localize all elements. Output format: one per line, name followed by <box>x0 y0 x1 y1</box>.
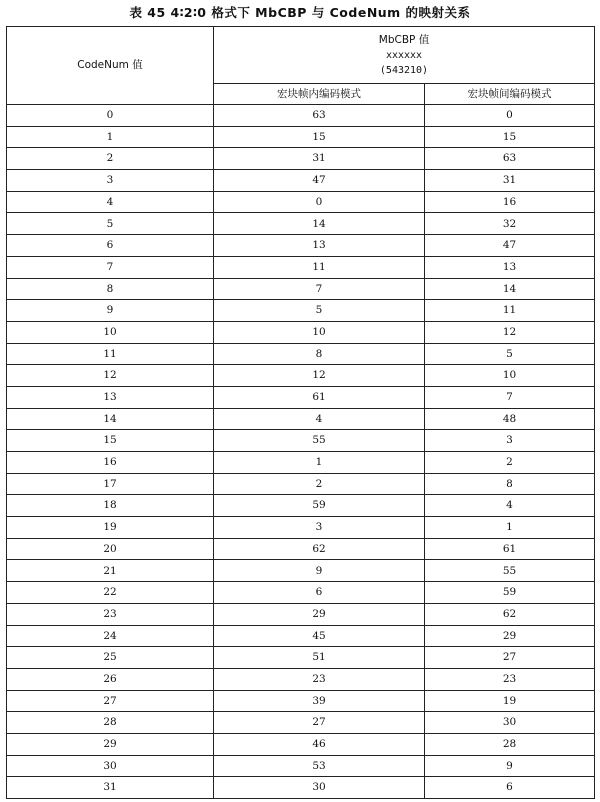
cell-inter: 14 <box>425 278 595 300</box>
table-row <box>7 170 595 192</box>
cell-codenum: 30 <box>7 755 214 777</box>
cell-inter: 31 <box>425 170 595 192</box>
cell-intra: 5 <box>214 300 425 322</box>
cell-codenum: 29 <box>7 733 214 755</box>
table-row <box>7 256 595 278</box>
cell-inter: 28 <box>425 733 595 755</box>
cell-codenum: 19 <box>7 517 214 539</box>
cell-codenum: 1 <box>7 126 214 148</box>
cell-inter: 23 <box>425 668 595 690</box>
cell-intra: 1 <box>214 452 425 474</box>
cell-intra: 14 <box>214 213 425 235</box>
cell-codenum: 9 <box>7 300 214 322</box>
cell-inter: 3 <box>425 430 595 452</box>
cell-intra: 39 <box>214 690 425 712</box>
cell-codenum: 8 <box>7 278 214 300</box>
cell-codenum: 18 <box>7 495 214 517</box>
table-row <box>7 191 595 213</box>
cell-inter: 4 <box>425 495 595 517</box>
cell-codenum: 23 <box>7 603 214 625</box>
table-row <box>7 300 595 322</box>
cell-intra: 2 <box>214 473 425 495</box>
cell-intra: 8 <box>214 343 425 365</box>
cell-codenum: 21 <box>7 560 214 582</box>
cell-intra: 63 <box>214 105 425 127</box>
mapping-table <box>6 26 595 799</box>
cell-intra: 53 <box>214 755 425 777</box>
cell-codenum: 2 <box>7 148 214 170</box>
table-row <box>7 560 595 582</box>
table-row <box>7 386 595 408</box>
cell-intra: 6 <box>214 582 425 604</box>
cell-inter: 12 <box>425 321 595 343</box>
table-row <box>7 538 595 560</box>
table-row <box>7 517 595 539</box>
cell-codenum: 14 <box>7 408 214 430</box>
table-row <box>7 452 595 474</box>
cell-intra: 27 <box>214 712 425 734</box>
cell-inter: 15 <box>425 126 595 148</box>
table-row <box>7 603 595 625</box>
cell-codenum: 16 <box>7 452 214 474</box>
table-row <box>7 148 595 170</box>
cell-inter: 10 <box>425 365 595 387</box>
cell-codenum: 24 <box>7 625 214 647</box>
cell-inter: 63 <box>425 148 595 170</box>
cell-inter: 0 <box>425 105 595 127</box>
cell-intra: 61 <box>214 386 425 408</box>
table-row <box>7 625 595 647</box>
header-inter: 宏块帧间编码模式 <box>425 84 595 105</box>
table-row <box>7 278 595 300</box>
table-row <box>7 126 595 148</box>
table-row <box>7 213 595 235</box>
cell-inter: 48 <box>425 408 595 430</box>
cell-inter: 30 <box>425 712 595 734</box>
cell-intra: 23 <box>214 668 425 690</box>
cell-inter: 5 <box>425 343 595 365</box>
cell-inter: 61 <box>425 538 595 560</box>
table-row <box>7 668 595 690</box>
table-row <box>7 733 595 755</box>
header-codenum: CodeNum 值 <box>7 27 214 105</box>
table-row <box>7 473 595 495</box>
table-row <box>7 343 595 365</box>
table-row <box>7 365 595 387</box>
cell-codenum: 25 <box>7 647 214 669</box>
cell-inter: 32 <box>425 213 595 235</box>
cell-intra: 59 <box>214 495 425 517</box>
cell-inter: 7 <box>425 386 595 408</box>
cell-intra: 12 <box>214 365 425 387</box>
header-mbcbp <box>214 27 595 84</box>
table-row <box>7 777 595 799</box>
cell-intra: 9 <box>214 560 425 582</box>
cell-intra: 0 <box>214 191 425 213</box>
cell-codenum: 7 <box>7 256 214 278</box>
cell-intra: 62 <box>214 538 425 560</box>
cell-intra: 7 <box>214 278 425 300</box>
table-row <box>7 712 595 734</box>
cell-intra: 45 <box>214 625 425 647</box>
cell-codenum: 26 <box>7 668 214 690</box>
cell-codenum: 20 <box>7 538 214 560</box>
cell-codenum: 11 <box>7 343 214 365</box>
cell-codenum: 3 <box>7 170 214 192</box>
cell-intra: 46 <box>214 733 425 755</box>
table-row <box>7 105 595 127</box>
cell-inter: 55 <box>425 560 595 582</box>
cell-intra: 47 <box>214 170 425 192</box>
cell-codenum: 10 <box>7 321 214 343</box>
cell-intra: 30 <box>214 777 425 799</box>
cell-inter: 62 <box>425 603 595 625</box>
cell-inter: 27 <box>425 647 595 669</box>
table-row <box>7 690 595 712</box>
table-row <box>7 235 595 257</box>
header-intra: 宏块帧内编码模式 <box>214 84 425 105</box>
cell-codenum: 22 <box>7 582 214 604</box>
cell-intra: 11 <box>214 256 425 278</box>
cell-codenum: 28 <box>7 712 214 734</box>
table-row <box>7 647 595 669</box>
cell-inter: 59 <box>425 582 595 604</box>
cell-intra: 13 <box>214 235 425 257</box>
table-title: 表 45 4∶2∶0 格式下 MbCBP 与 CodeNum 的映射关系 <box>129 5 471 20</box>
cell-inter: 16 <box>425 191 595 213</box>
cell-codenum: 31 <box>7 777 214 799</box>
cell-inter: 19 <box>425 690 595 712</box>
cell-intra: 10 <box>214 321 425 343</box>
table-row <box>7 408 595 430</box>
table-row <box>7 582 595 604</box>
header-mbcbp-bits: (543210) <box>379 64 429 76</box>
header-mbcbp-pattern: xxxxxx <box>385 49 423 61</box>
cell-intra: 15 <box>214 126 425 148</box>
cell-inter: 2 <box>425 452 595 474</box>
cell-inter: 6 <box>425 777 595 799</box>
cell-codenum: 15 <box>7 430 214 452</box>
cell-intra: 3 <box>214 517 425 539</box>
cell-intra: 51 <box>214 647 425 669</box>
table-row <box>7 755 595 777</box>
cell-intra: 29 <box>214 603 425 625</box>
cell-codenum: 17 <box>7 473 214 495</box>
header-mbcbp-label: MbCBP 值 <box>378 33 430 46</box>
cell-codenum: 4 <box>7 191 214 213</box>
cell-codenum: 13 <box>7 386 214 408</box>
cell-codenum: 6 <box>7 235 214 257</box>
cell-inter: 1 <box>425 517 595 539</box>
cell-codenum: 12 <box>7 365 214 387</box>
cell-inter: 8 <box>425 473 595 495</box>
table-row <box>7 430 595 452</box>
cell-codenum: 27 <box>7 690 214 712</box>
cell-intra: 4 <box>214 408 425 430</box>
cell-inter: 47 <box>425 235 595 257</box>
cell-inter: 11 <box>425 300 595 322</box>
cell-inter: 13 <box>425 256 595 278</box>
cell-inter: 9 <box>425 755 595 777</box>
table-row <box>7 321 595 343</box>
cell-codenum: 5 <box>7 213 214 235</box>
cell-codenum: 0 <box>7 105 214 127</box>
cell-inter: 29 <box>425 625 595 647</box>
table-row <box>7 495 595 517</box>
cell-intra: 55 <box>214 430 425 452</box>
cell-intra: 31 <box>214 148 425 170</box>
